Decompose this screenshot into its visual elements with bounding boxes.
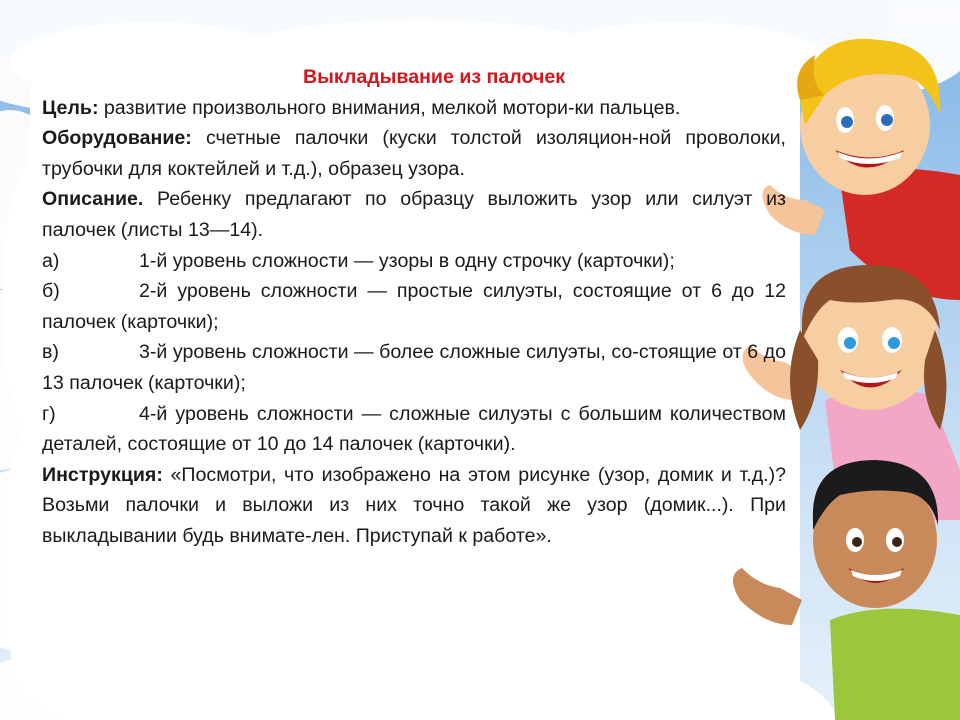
instruction-paragraph [42, 460, 786, 552]
list-marker: г) [42, 402, 56, 425]
list-item [42, 246, 786, 277]
description-label: Описание. [42, 188, 144, 211]
list-marker: б) [42, 280, 60, 303]
instruction-text: «Посмотри, что изображено на этом рисунке (узор, домик и т.д.)? Возьми палочки и выложи из них точно такой же узор (домик...). При выкладывании будь внимате-лен. Приступай к работе». [42, 463, 786, 547]
list-item [42, 399, 786, 460]
page-title: Выкладывание из палочек [302, 66, 566, 88]
goal-text: развитие произвольного внимания, мелкой мотори-ки пальцев. [98, 96, 681, 119]
equipment-paragraph [42, 123, 786, 184]
list-marker: а) [42, 249, 60, 272]
list-item-text: 3-й уровень сложности — более сложные силуэты, со-стоящие от 6 до 13 палочек (карточки); [42, 341, 786, 394]
blond-boy-figure [763, 39, 960, 300]
description-text: Ребенку предлагают по образцу выложить узор или силуэт из палочек (листы 13—14). [42, 188, 786, 241]
list-item-text: 1-й уровень сложности — узоры в одну строчку (карточки); [139, 249, 675, 272]
equipment-text: счетные палочки (куски толстой изоляцион-ной проволоки, трубочки для коктейлей и т.д.), образец узора. [42, 127, 786, 180]
text-block [42, 62, 786, 552]
list-marker: в) [42, 341, 59, 364]
list-item-text: 2-й уровень сложности — простые силуэты, состоящие от 6 до 12 палочек (карточки); [42, 280, 786, 333]
list-item-text: 4-й уровень сложности — сложные силуэты с большим количеством деталей, состоящие от 10 до 14 палочек (карточки). [42, 402, 786, 456]
equipment-label: Оборудование: [42, 127, 192, 150]
goal-paragraph [42, 93, 786, 124]
list-item [42, 276, 786, 337]
list-item [42, 337, 786, 398]
goal-label: Цель: [42, 96, 99, 119]
description-paragraph [42, 184, 786, 245]
instruction-label: Инструкция: [42, 463, 163, 486]
